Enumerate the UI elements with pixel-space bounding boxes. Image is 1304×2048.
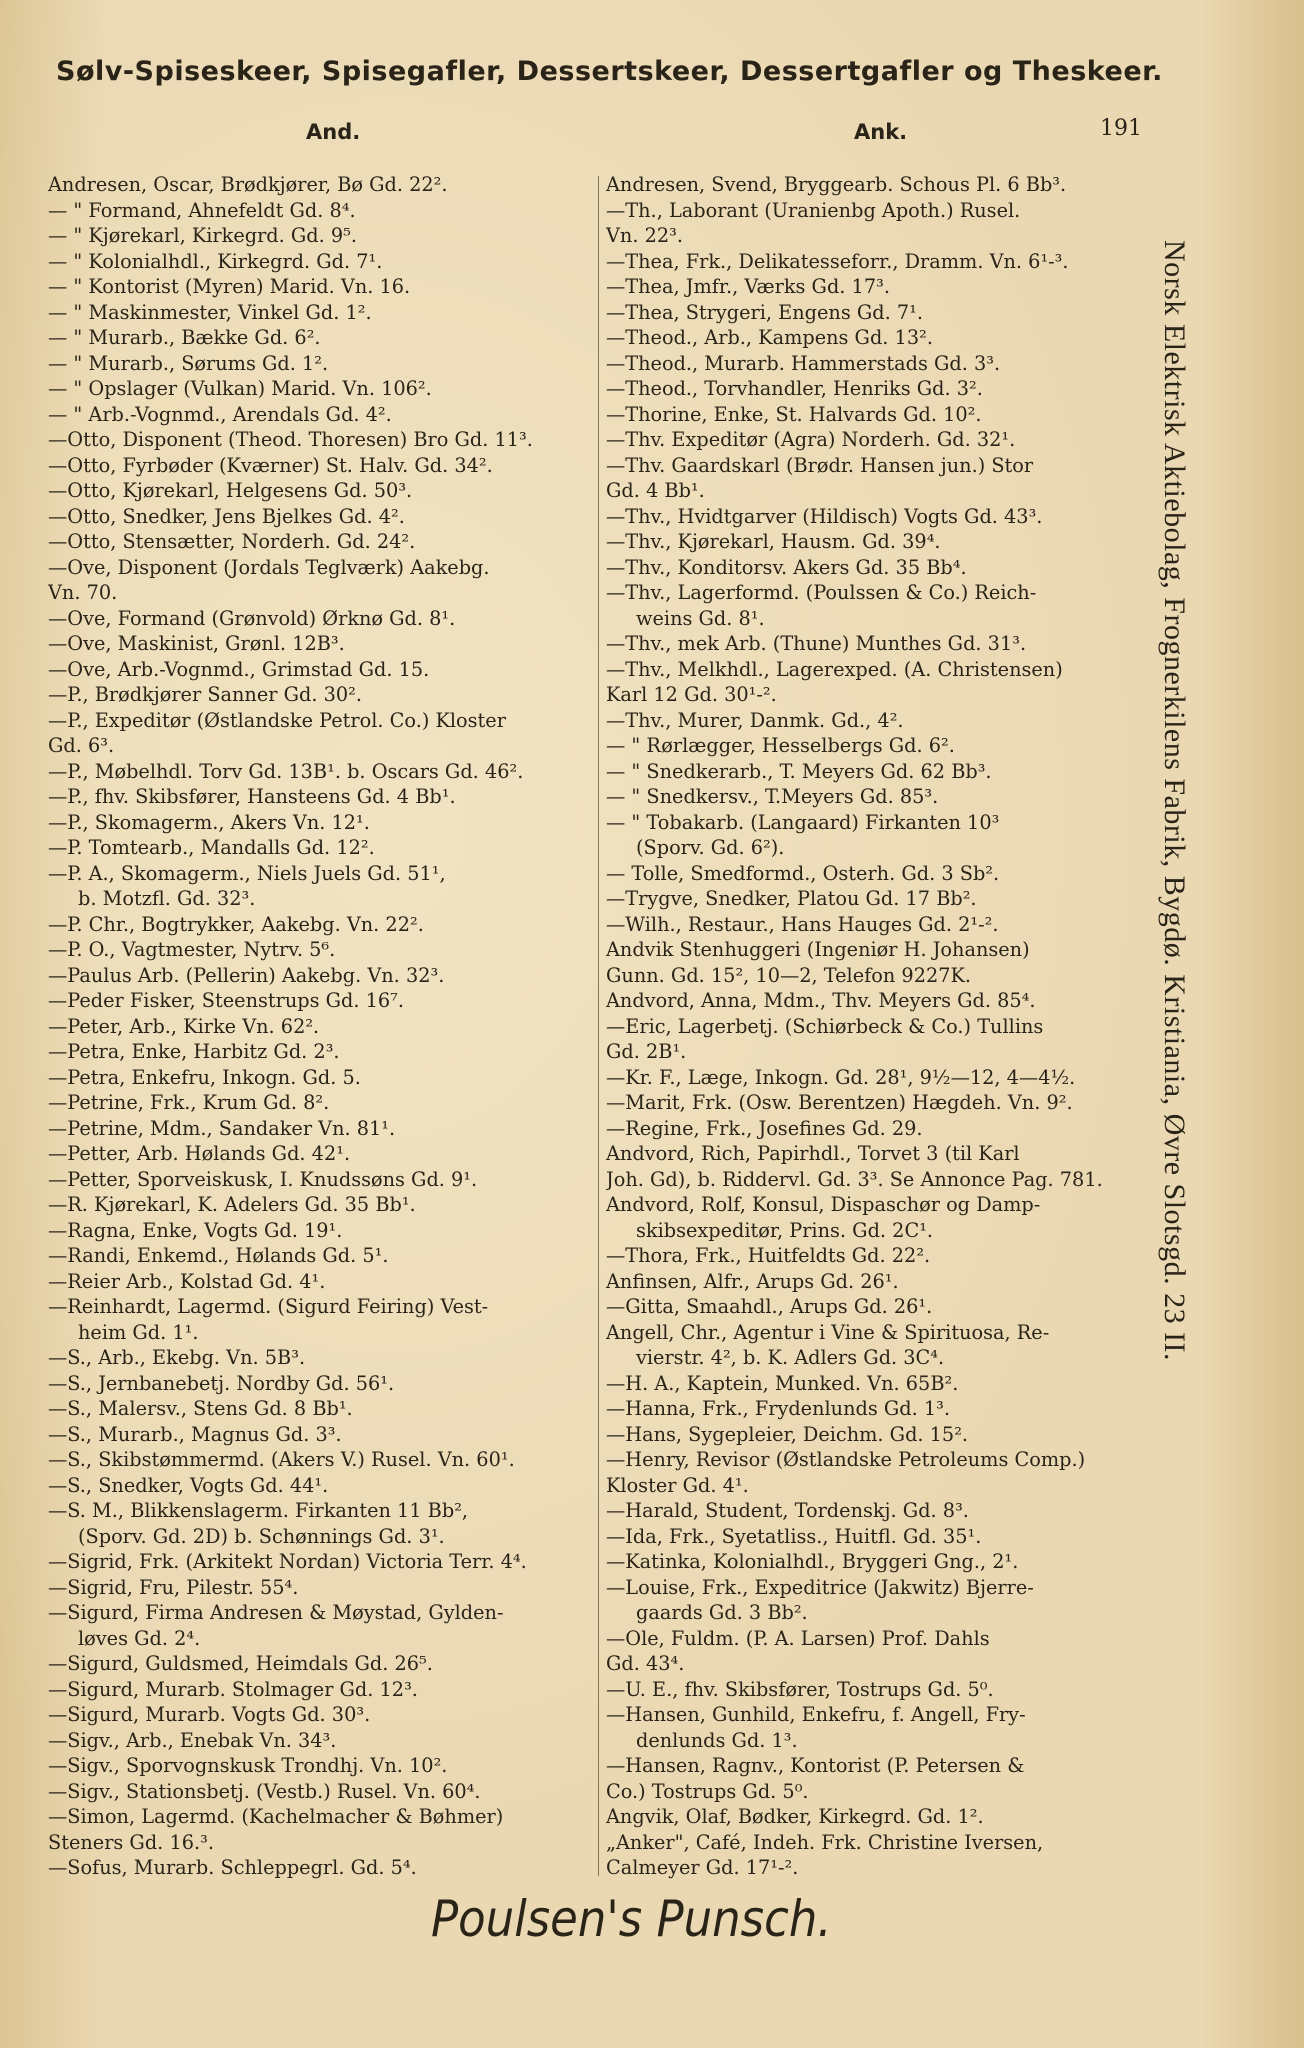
directory-entry: Andvord, Anna, Mdm., Thv. Meyers Gd. 85⁴.	[606, 989, 1036, 1012]
directory-entry: Anfinsen, Alfr., Arups Gd. 26¹.	[606, 1269, 899, 1293]
page-number: 191	[1100, 116, 1142, 141]
directory-entry: —Thv., Hvidtgarver (Hildisch) Vogts Gd. 43³.	[606, 504, 1043, 528]
directory-entry: denlunds Gd. 1³.	[636, 1728, 798, 1752]
directory-entry: —Ove, Disponent (Jordals Teglværk) Aakebg.	[48, 555, 490, 579]
directory-entry: —Sigurd, Murarb. Stolmager Gd. 12³.	[48, 1677, 418, 1701]
directory-entry: Gd. 2B¹.	[606, 1040, 687, 1063]
directory-entry: skibsexpeditør, Prins. Gd. 2C¹.	[636, 1218, 934, 1242]
directory-entry: Andvik Stenhuggeri (Ingeniør H. Johansen)	[606, 938, 1030, 961]
right-column-heading: Ank.	[854, 120, 908, 144]
left-column	[48, 172, 603, 1881]
directory-entry: —P., Expeditør (Østlandske Petrol. Co.) Kloster	[48, 708, 506, 732]
directory-entry: —Thv. Gaardskarl (Brødr. Hansen jun.) Stor	[606, 453, 1034, 477]
directory-entry: —U. E., fhv. Skibsfører, Tostrups Gd. 5⁰.	[606, 1677, 994, 1701]
directory-entry: —Peter, Arb., Kirke Vn. 62².	[48, 1014, 320, 1038]
directory-entry: —Peder Fisker, Steenstrups Gd. 16⁷.	[48, 989, 405, 1012]
directory-entry: —Petter, Sporveiskusk, I. Knudssøns Gd. 9¹.	[48, 1167, 478, 1191]
directory-entry: —Reier Arb., Kolstad Gd. 4¹.	[48, 1269, 326, 1293]
directory-entry: —Ove, Maskinist, Grønl. 12B³.	[48, 632, 345, 655]
directory-entry: Gunn. Gd. 15², 10—2, Telefon 9227K.	[606, 963, 972, 987]
directory-entry: —P. Chr., Bogtrykker, Aakebg. Vn. 22².	[48, 912, 424, 936]
directory-entry: — " Tobakarb. (Langaard) Firkanten 10³	[606, 810, 1000, 834]
directory-entry: —Otto, Stensætter, Norderh. Gd. 24².	[48, 530, 416, 553]
directory-entry: —Sigurd, Guldsmed, Heimdals Gd. 26⁵.	[48, 1652, 433, 1675]
directory-entry: —Wilh., Restaur., Hans Hauges Gd. 2¹-².	[606, 912, 999, 936]
directory-entry: Andresen, Oscar, Brødkjører, Bø Gd. 22².	[48, 173, 448, 196]
directory-entry: —Petter, Arb. Hølands Gd. 42¹.	[48, 1142, 351, 1165]
directory-entry: —Otto, Kjørekarl, Helgesens Gd. 50³.	[48, 479, 413, 502]
directory-entry: —Sigv., Sporvognskusk Trondhj. Vn. 10².	[48, 1754, 448, 1777]
directory-entry: —Harald, Student, Tordenskj. Gd. 8³.	[606, 1499, 969, 1522]
directory-entry: —S., Snedker, Vogts Gd. 44¹.	[48, 1473, 329, 1497]
directory-entry: — " Murarb., Bække Gd. 6².	[48, 326, 321, 349]
directory-entry: —Thorine, Enke, St. Halvards Gd. 10².	[606, 402, 982, 426]
directory-entry: b. Motzfl. Gd. 32³.	[78, 887, 256, 910]
side-advertisement	[1150, 240, 1198, 1720]
directory-entry: — " Murarb., Sørums Gd. 1².	[48, 351, 329, 375]
directory-entry: Gd. 6³.	[48, 734, 115, 757]
footer-advertisement: Poulsen's Punsch.	[431, 1890, 832, 1948]
directory-entry: — " Formand, Ahnefeldt Gd. 8⁴.	[48, 198, 356, 222]
directory-entry: —Petrine, Frk., Krum Gd. 8².	[48, 1091, 330, 1114]
directory-entry: —Theod., Murarb. Hammerstads Gd. 3³.	[606, 351, 1001, 375]
directory-entry: —Thea, Frk., Delikatesseforr., Dramm. Vn. 6¹-³.	[606, 249, 1069, 273]
directory-entry: —Sigrid, Fru, Pilestr. 55⁴.	[48, 1575, 299, 1599]
directory-entry: —Hansen, Gunhild, Enkefru, f. Angell, Fry-	[606, 1703, 1026, 1726]
directory-entry: løves Gd. 2⁴.	[78, 1626, 201, 1650]
directory-entry: Andresen, Svend, Bryggearb. Schous Pl. 6 Bb³.	[606, 173, 1067, 196]
directory-entry: —S., Skibstømmermd. (Akers V.) Rusel. Vn. 60¹.	[48, 1448, 515, 1471]
directory-entry: —P., Skomagerm., Akers Vn. 12¹.	[48, 810, 370, 834]
directory-entry: heim Gd. 1¹.	[78, 1320, 199, 1344]
directory-entry: —Regine, Frk., Josefines Gd. 29.	[606, 1116, 923, 1140]
directory-entry: Angvik, Olaf, Bødker, Kirkegrd. Gd. 1².	[606, 1805, 984, 1828]
side-advertisement-text: Norsk Elektrisk Aktiebolag, Frognerkilens Fabrik, Bygdø. Kristiania, Øvre Slotsgd. 23 II.	[1158, 240, 1191, 1362]
directory-entry: —Kr. F., Læge, Inkogn. Gd. 28¹, 9½—12, 4—4½.	[606, 1065, 1076, 1089]
directory-entry: —Hanna, Frk., Frydenlunds Gd. 1³.	[606, 1397, 951, 1420]
left-column-heading: And.	[306, 120, 361, 144]
directory-entry: — " Maskinmester, Vinkel Gd. 1².	[48, 300, 372, 324]
directory-entry: —Louise, Frk., Expeditrice (Jakwitz) Bjerre-	[606, 1575, 1034, 1599]
directory-entry: —Thv., Kjørekarl, Hausm. Gd. 39⁴.	[606, 530, 941, 553]
directory-entry: —Trygve, Snedker, Platou Gd. 17 Bb².	[606, 887, 977, 910]
directory-entry: —Theod., Arb., Kampens Gd. 13².	[606, 326, 933, 349]
directory-entry: —Paulus Arb. (Pellerin) Aakebg. Vn. 32³.	[48, 963, 445, 987]
directory-entry: — " Kontorist (Myren) Marid. Vn. 16.	[48, 275, 411, 298]
directory-entry: —Otto, Snedker, Jens Bjelkes Gd. 4².	[48, 504, 405, 528]
directory-entry: —Thv. Expeditør (Agra) Norderh. Gd. 32¹.	[606, 428, 1016, 451]
directory-entry: Joh. Gd), b. Riddervl. Gd. 3³. Se Annonce Pag. 781.	[606, 1167, 1103, 1191]
directory-entry: —Reinhardt, Lagermd. (Sigurd Feiring) Vest-	[48, 1295, 489, 1318]
directory-entry: —Theod., Torvhandler, Henriks Gd. 3².	[606, 377, 983, 400]
directory-entry: —P., Møbelhdl. Torv Gd. 13B¹. b. Oscars Gd. 46².	[48, 759, 524, 783]
directory-entry: — " Snedkerarb., T. Meyers Gd. 62 Bb³.	[606, 759, 992, 783]
directory-entry: —Sofus, Murarb. Schleppegrl. Gd. 5⁴.	[48, 1856, 417, 1879]
directory-entry: —Petra, Enke, Harbitz Gd. 2³.	[48, 1040, 340, 1063]
directory-entry: —P. A., Skomagerm., Niels Juels Gd. 51¹,	[48, 861, 446, 885]
directory-entry: — Tolle, Smedformd., Osterh. Gd. 3 Sb².	[606, 861, 1000, 885]
directory-entry: gaards Gd. 3 Bb².	[636, 1601, 808, 1624]
directory-entry: —S., Arb., Ekebg. Vn. 5B³.	[48, 1346, 306, 1369]
directory-entry: —Sigv., Stationsbetj. (Vestb.) Rusel. Vn. 60⁴.	[48, 1779, 481, 1803]
directory-entry: — " Opslager (Vulkan) Marid. Vn. 106².	[48, 377, 432, 400]
directory-entry: —Henry, Revisor (Østlandske Petroleums Comp.)	[606, 1448, 1086, 1471]
directory-entry: Calmeyer Gd. 17¹-².	[606, 1856, 799, 1879]
directory-entry: —Ove, Arb.-Vognmd., Grimstad Gd. 15.	[48, 657, 430, 681]
directory-entry: —Thv., Murer, Danmk. Gd., 4².	[606, 708, 904, 732]
directory-entry: — " Rørlægger, Hesselbergs Gd. 6².	[606, 734, 955, 757]
directory-entry: Gd. 43⁴.	[606, 1652, 685, 1675]
directory-entry: —Ole, Fuldm. (P. A. Larsen) Prof. Dahls	[606, 1626, 990, 1650]
directory-entry: —Hans, Sygepleier, Deichm. Gd. 15².	[606, 1422, 969, 1446]
directory-entry: —P. O., Vagtmester, Nytrv. 5⁶.	[48, 938, 336, 961]
directory-entry: weins Gd. 8¹.	[636, 606, 765, 630]
directory-entry: —Sigv., Arb., Enebak Vn. 34³.	[48, 1728, 337, 1752]
directory-entry: —Marit, Frk. (Osw. Berentzen) Hægdeh. Vn. 9².	[606, 1091, 1073, 1114]
directory-entry: — " Snedkersv., T.Meyers Gd. 85³.	[606, 785, 939, 808]
directory-entry: —R. Kjørekarl, K. Adelers Gd. 35 Bb¹.	[48, 1193, 416, 1216]
directory-entry: —Ida, Frk., Syetatliss., Huitfl. Gd. 35¹.	[606, 1524, 982, 1548]
directory-entry: —Ragna, Enke, Vogts Gd. 19¹.	[48, 1218, 343, 1242]
directory-entry: —Thv., Lagerformd. (Poulssen & Co.) Reich-	[606, 581, 1037, 604]
directory-entry: —Gitta, Smaahdl., Arups Gd. 26¹.	[606, 1295, 933, 1318]
directory-entry: —Otto, Disponent (Theod. Thoresen) Bro Gd. 11³.	[48, 428, 533, 451]
directory-entry: —P. Tomtearb., Mandalls Gd. 12².	[48, 836, 375, 859]
directory-entry: Andvord, Rolf, Konsul, Dispaschør og Damp-	[606, 1193, 1041, 1216]
directory-entry: vierstr. 4², b. K. Adlers Gd. 3C⁴.	[636, 1346, 945, 1369]
directory-entry: —Petra, Enkefru, Inkogn. Gd. 5.	[48, 1065, 361, 1089]
directory-entry: — " Kolonialhdl., Kirkegrd. Gd. 7¹.	[48, 249, 383, 273]
directory-entry: —S., Murarb., Magnus Gd. 3³.	[48, 1422, 342, 1446]
directory-entry: —S., Jernbanebetj. Nordby Gd. 56¹.	[48, 1371, 395, 1395]
directory-entry: —Thv., mek Arb. (Thune) Munthes Gd. 31³.	[606, 632, 1027, 655]
directory-entry: —Otto, Fyrbøder (Kværner) St. Halv. Gd. 34².	[48, 453, 493, 477]
directory-entry: Steners Gd. 16.³.	[48, 1830, 214, 1854]
directory-entry: „Anker", Café, Indeh. Frk. Christine Iversen,	[606, 1830, 1044, 1854]
directory-entry: (Sporv. Gd. 6²).	[636, 836, 785, 859]
directory-entry: —Ove, Formand (Grønvold) Ørknø Gd. 8¹.	[48, 606, 456, 630]
directory-entry: Kloster Gd. 4¹.	[606, 1473, 749, 1497]
directory-entry: — " Arb.-Vognmd., Arendals Gd. 4².	[48, 402, 392, 426]
directory-entry: —Katinka, Kolonialhdl., Bryggeri Gng., 2¹.	[606, 1550, 1019, 1573]
directory-entry: —Randi, Enkemd., Hølands Gd. 5¹.	[48, 1244, 389, 1267]
directory-entry: —Sigurd, Firma Andresen & Møystad, Gylden-	[48, 1601, 504, 1624]
directory-entry: —Sigurd, Murarb. Vogts Gd. 30³.	[48, 1703, 371, 1726]
directory-entry: —P., fhv. Skibsfører, Hansteens Gd. 4 Bb¹.	[48, 785, 456, 808]
directory-entry: —Thea, Jmfr., Værks Gd. 17³.	[606, 275, 890, 298]
directory-entry: —Hansen, Ragnv., Kontorist (P. Petersen &	[606, 1754, 1025, 1777]
directory-entry: Angell, Chr., Agentur i Vine & Spirituosa, Re-	[606, 1320, 1050, 1344]
directory-entry: —Thv., Konditorsv. Akers Gd. 35 Bb⁴.	[606, 555, 967, 579]
directory-entry: Vn. 70.	[48, 581, 118, 604]
directory-entry: —S., Malersv., Stens Gd. 8 Bb¹.	[48, 1397, 353, 1420]
directory-entry: —Eric, Lagerbetj. (Schiørbeck & Co.) Tullins	[606, 1014, 1044, 1038]
directory-entry: Vn. 22³.	[606, 224, 683, 247]
right-column	[606, 172, 1161, 1881]
directory-entry: —Th., Laborant (Uranienbg Apoth.) Rusel.	[606, 198, 1021, 222]
top-advertisement-banner: Sølv-Spiseskeer, Spisegafler, Dessertskeer, Dessertgafler og Theskeer.	[56, 56, 1163, 87]
directory-entry: —Simon, Lagermd. (Kachelmacher & Bøhmer)	[48, 1805, 504, 1828]
directory-entry: —S. M., Blikkenslagerm. Firkanten 11 Bb²,	[48, 1499, 469, 1522]
directory-entry: —H. A., Kaptein, Munked. Vn. 65B².	[606, 1371, 959, 1395]
directory-entry: —Sigrid, Frk. (Arkitekt Nordan) Victoria Terr. 4⁴.	[48, 1550, 527, 1573]
directory-entry: —Petrine, Mdm., Sandaker Vn. 81¹.	[48, 1116, 396, 1140]
column-divider	[598, 176, 599, 1876]
directory-entry: Gd. 4 Bb¹.	[606, 479, 705, 502]
directory-entry: Andvord, Rich, Papirhdl., Torvet 3 (til Karl	[606, 1142, 1020, 1165]
directory-entry: Co.) Tostrups Gd. 5⁰.	[606, 1779, 809, 1803]
directory-entry: Karl 12 Gd. 30¹-².	[606, 683, 777, 706]
directory-entry: —Thora, Frk., Huitfeldts Gd. 22².	[606, 1244, 931, 1267]
directory-entry: —P., Brødkjører Sanner Gd. 30².	[48, 683, 363, 706]
directory-entry: — " Kjørekarl, Kirkegrd. Gd. 9⁵.	[48, 224, 358, 247]
directory-entry: —Thea, Strygeri, Engens Gd. 7¹.	[606, 300, 924, 324]
directory-entry: (Sporv. Gd. 2D) b. Schønnings Gd. 3¹.	[78, 1524, 445, 1548]
directory-entry: —Thv., Melkhdl., Lagerexped. (A. Christensen)	[606, 657, 1063, 681]
